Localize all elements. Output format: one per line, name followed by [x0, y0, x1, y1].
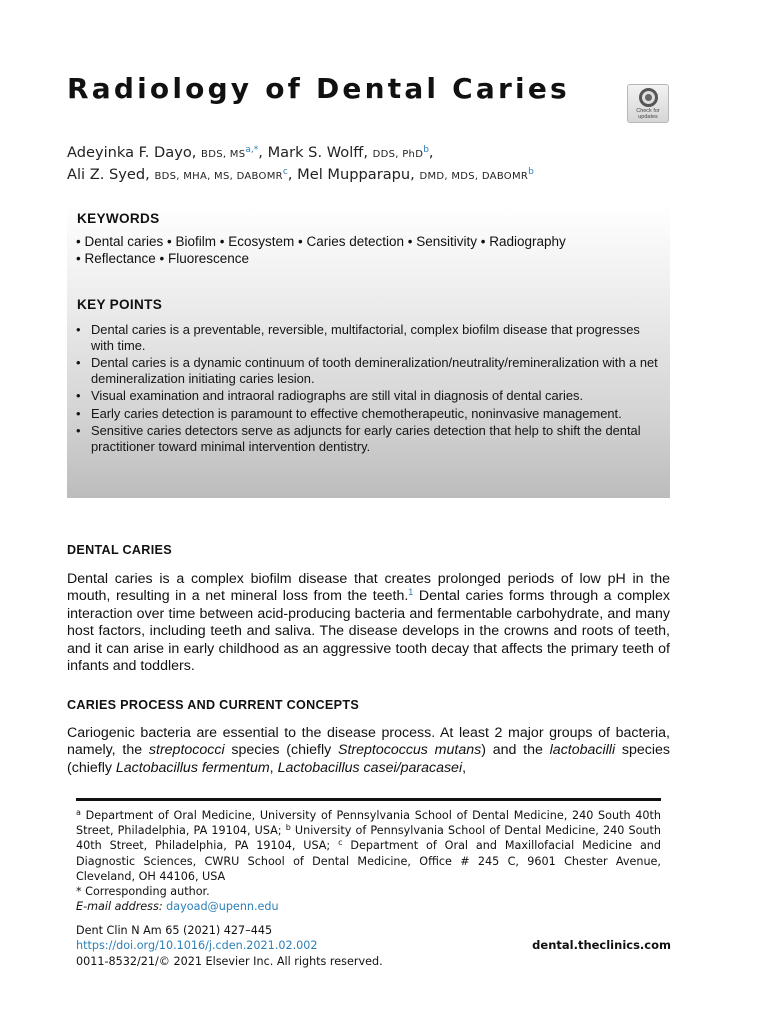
- author-degrees: BDS, MS: [201, 149, 246, 160]
- author-name: Mark S. Wolff,: [267, 144, 368, 161]
- species-name: Lactobacillus fermentum: [115, 759, 270, 776]
- footnote-divider: [76, 798, 661, 801]
- key-point-item: • Dental caries is a preventable, reversible, multifactorial, complex biofilm disease that progresses with time.: [76, 322, 660, 353]
- author-name: Mel Mupparapu,: [297, 165, 415, 183]
- key-points-heading: KEY POINTS: [77, 297, 163, 312]
- section-heading-caries-process: CARIES PROCESS AND CURRENT CONCEPTS: [67, 698, 360, 712]
- species-name: Lactobacillus casei/paracasei: [277, 759, 463, 776]
- author-affiliation-marker[interactable]: b: [423, 145, 429, 155]
- key-point-item: • Visual examination and intraoral radiographs are still vital in diagnosis of dental caries.: [76, 388, 660, 404]
- keywords-heading: KEYWORDS: [77, 211, 160, 226]
- paragraph-text: ) and the: [481, 742, 550, 759]
- affiliation-marker: c: [338, 838, 343, 848]
- keywords-keypoints-box: [67, 205, 670, 498]
- paragraph-text: Dental caries is a complex biofilm disease that creates prolonged periods of low pH in the mouth, resulting in a net mineral loss from the teeth.: [67, 571, 670, 605]
- species-name: streptococci: [148, 742, 225, 759]
- author-separator: ,: [287, 165, 293, 183]
- journal-website[interactable]: dental.theclinics.com: [532, 938, 671, 952]
- journal-citation: Dent Clin N Am 65 (2021) 427–445: [76, 924, 273, 937]
- author-degrees: BDS, MHA, MS, DABOMR: [154, 170, 283, 182]
- badge-text-line2: updates: [638, 114, 658, 120]
- author-affiliation-marker[interactable]: c: [282, 166, 288, 177]
- author-degrees: DDS, PhD: [372, 149, 424, 160]
- check-for-updates-badge[interactable]: [627, 84, 669, 123]
- author-separator: ,: [258, 144, 263, 161]
- email-link[interactable]: dayoad@upenn.edu: [166, 900, 279, 914]
- page-footer: [76, 923, 671, 969]
- paragraph-text: species (chiefly: [224, 742, 338, 759]
- author-affiliation-marker[interactable]: a,*: [245, 145, 259, 155]
- paragraph-text: Dental caries forms through a complex interaction over time between acid-producing bacteria and fermentable carbohydrate, and many host factors, including teeth and saliva. The disease develops in the crowns and roots of teeth, and it can arise in early childhood as an aggressive tooth decay that affects the primary teeth of infants and toddlers.: [67, 588, 670, 675]
- email-line: [76, 899, 661, 914]
- paragraph-text: ,: [462, 759, 467, 776]
- affiliation-text: Department of Oral and Maxillofacial Medicine and Diagnostic Sciences, CWRU School of Dental Medicine, Office # 245 C, 9601 Chester Avenue, Cleveland, OH 44106, USA: [76, 839, 661, 883]
- affiliation-text: Department of Oral Medicine, University of Pennsylvania School of Dental Medicine, 240 South 40th Street, Philadelphia, PA 19104, USA;: [76, 809, 661, 838]
- author-name: Ali Z. Syed,: [67, 165, 150, 183]
- affiliations-footnote: [76, 808, 661, 914]
- paragraph-text: species (chiefly: [67, 742, 670, 776]
- paragraph-text: ,: [269, 759, 278, 776]
- doi-link[interactable]: https://doi.org/10.1016/j.cden.2021.02.002: [76, 939, 318, 953]
- affiliation-marker: a: [76, 808, 81, 817]
- author-separator: ,: [428, 144, 434, 161]
- key-point-item: • Early caries detection is paramount to effective chemotherapeutic, noninvasive management.: [76, 406, 660, 422]
- author-list: [67, 143, 687, 186]
- section-paragraph: [67, 571, 670, 675]
- author-name: Adeyinka F. Dayo,: [67, 144, 197, 161]
- email-label: E-mail address:: [76, 900, 163, 914]
- page-title: Radiology of Dental Caries: [67, 72, 570, 105]
- reference-marker[interactable]: 1: [408, 587, 414, 598]
- species-name: lactobacilli: [549, 742, 616, 759]
- keywords-line: • Dental caries • Biofilm • Ecosystem • Caries detection • Sensitivity • Radiography: [76, 234, 566, 249]
- author-affiliation-marker[interactable]: b: [528, 166, 534, 177]
- author-degrees: DMD, MDS, DABOMR: [419, 170, 529, 182]
- key-point-item: • Dental caries is a dynamic continuum of tooth demineralization/neutrality/remineralization with a net demineralization initiating caries lesion.: [76, 355, 660, 386]
- paragraph-text: Cariogenic bacteria are essential to the disease process. At least 2 major groups of bacteria, namely, the: [67, 725, 670, 759]
- section-paragraph: [67, 725, 670, 777]
- badge-text-line1: Check for: [636, 108, 660, 114]
- affiliation-text: University of Pennsylvania School of Dental Medicine, 240 South 40th Street, Philadelphia, PA 19104, USA;: [76, 824, 661, 853]
- key-point-item: • Sensitive caries detectors serve as adjuncts for early caries detection that help to shift the dental practitioner toward minimal intervention dentistry.: [76, 423, 660, 454]
- key-points-list: [76, 322, 660, 456]
- species-name: Streptococcus mutans: [338, 742, 482, 759]
- corresponding-author-note: * Corresponding author.: [76, 885, 210, 899]
- keywords-line: • Reflectance • Fluorescence: [76, 251, 250, 266]
- affiliation-marker: b: [285, 823, 291, 833]
- section-heading-dental-caries: DENTAL CARIES: [67, 543, 172, 557]
- check-for-updates-icon: [639, 88, 658, 107]
- copyright-notice: 0011-8532/21/© 2021 Elsevier Inc. All rights reserved.: [76, 954, 383, 968]
